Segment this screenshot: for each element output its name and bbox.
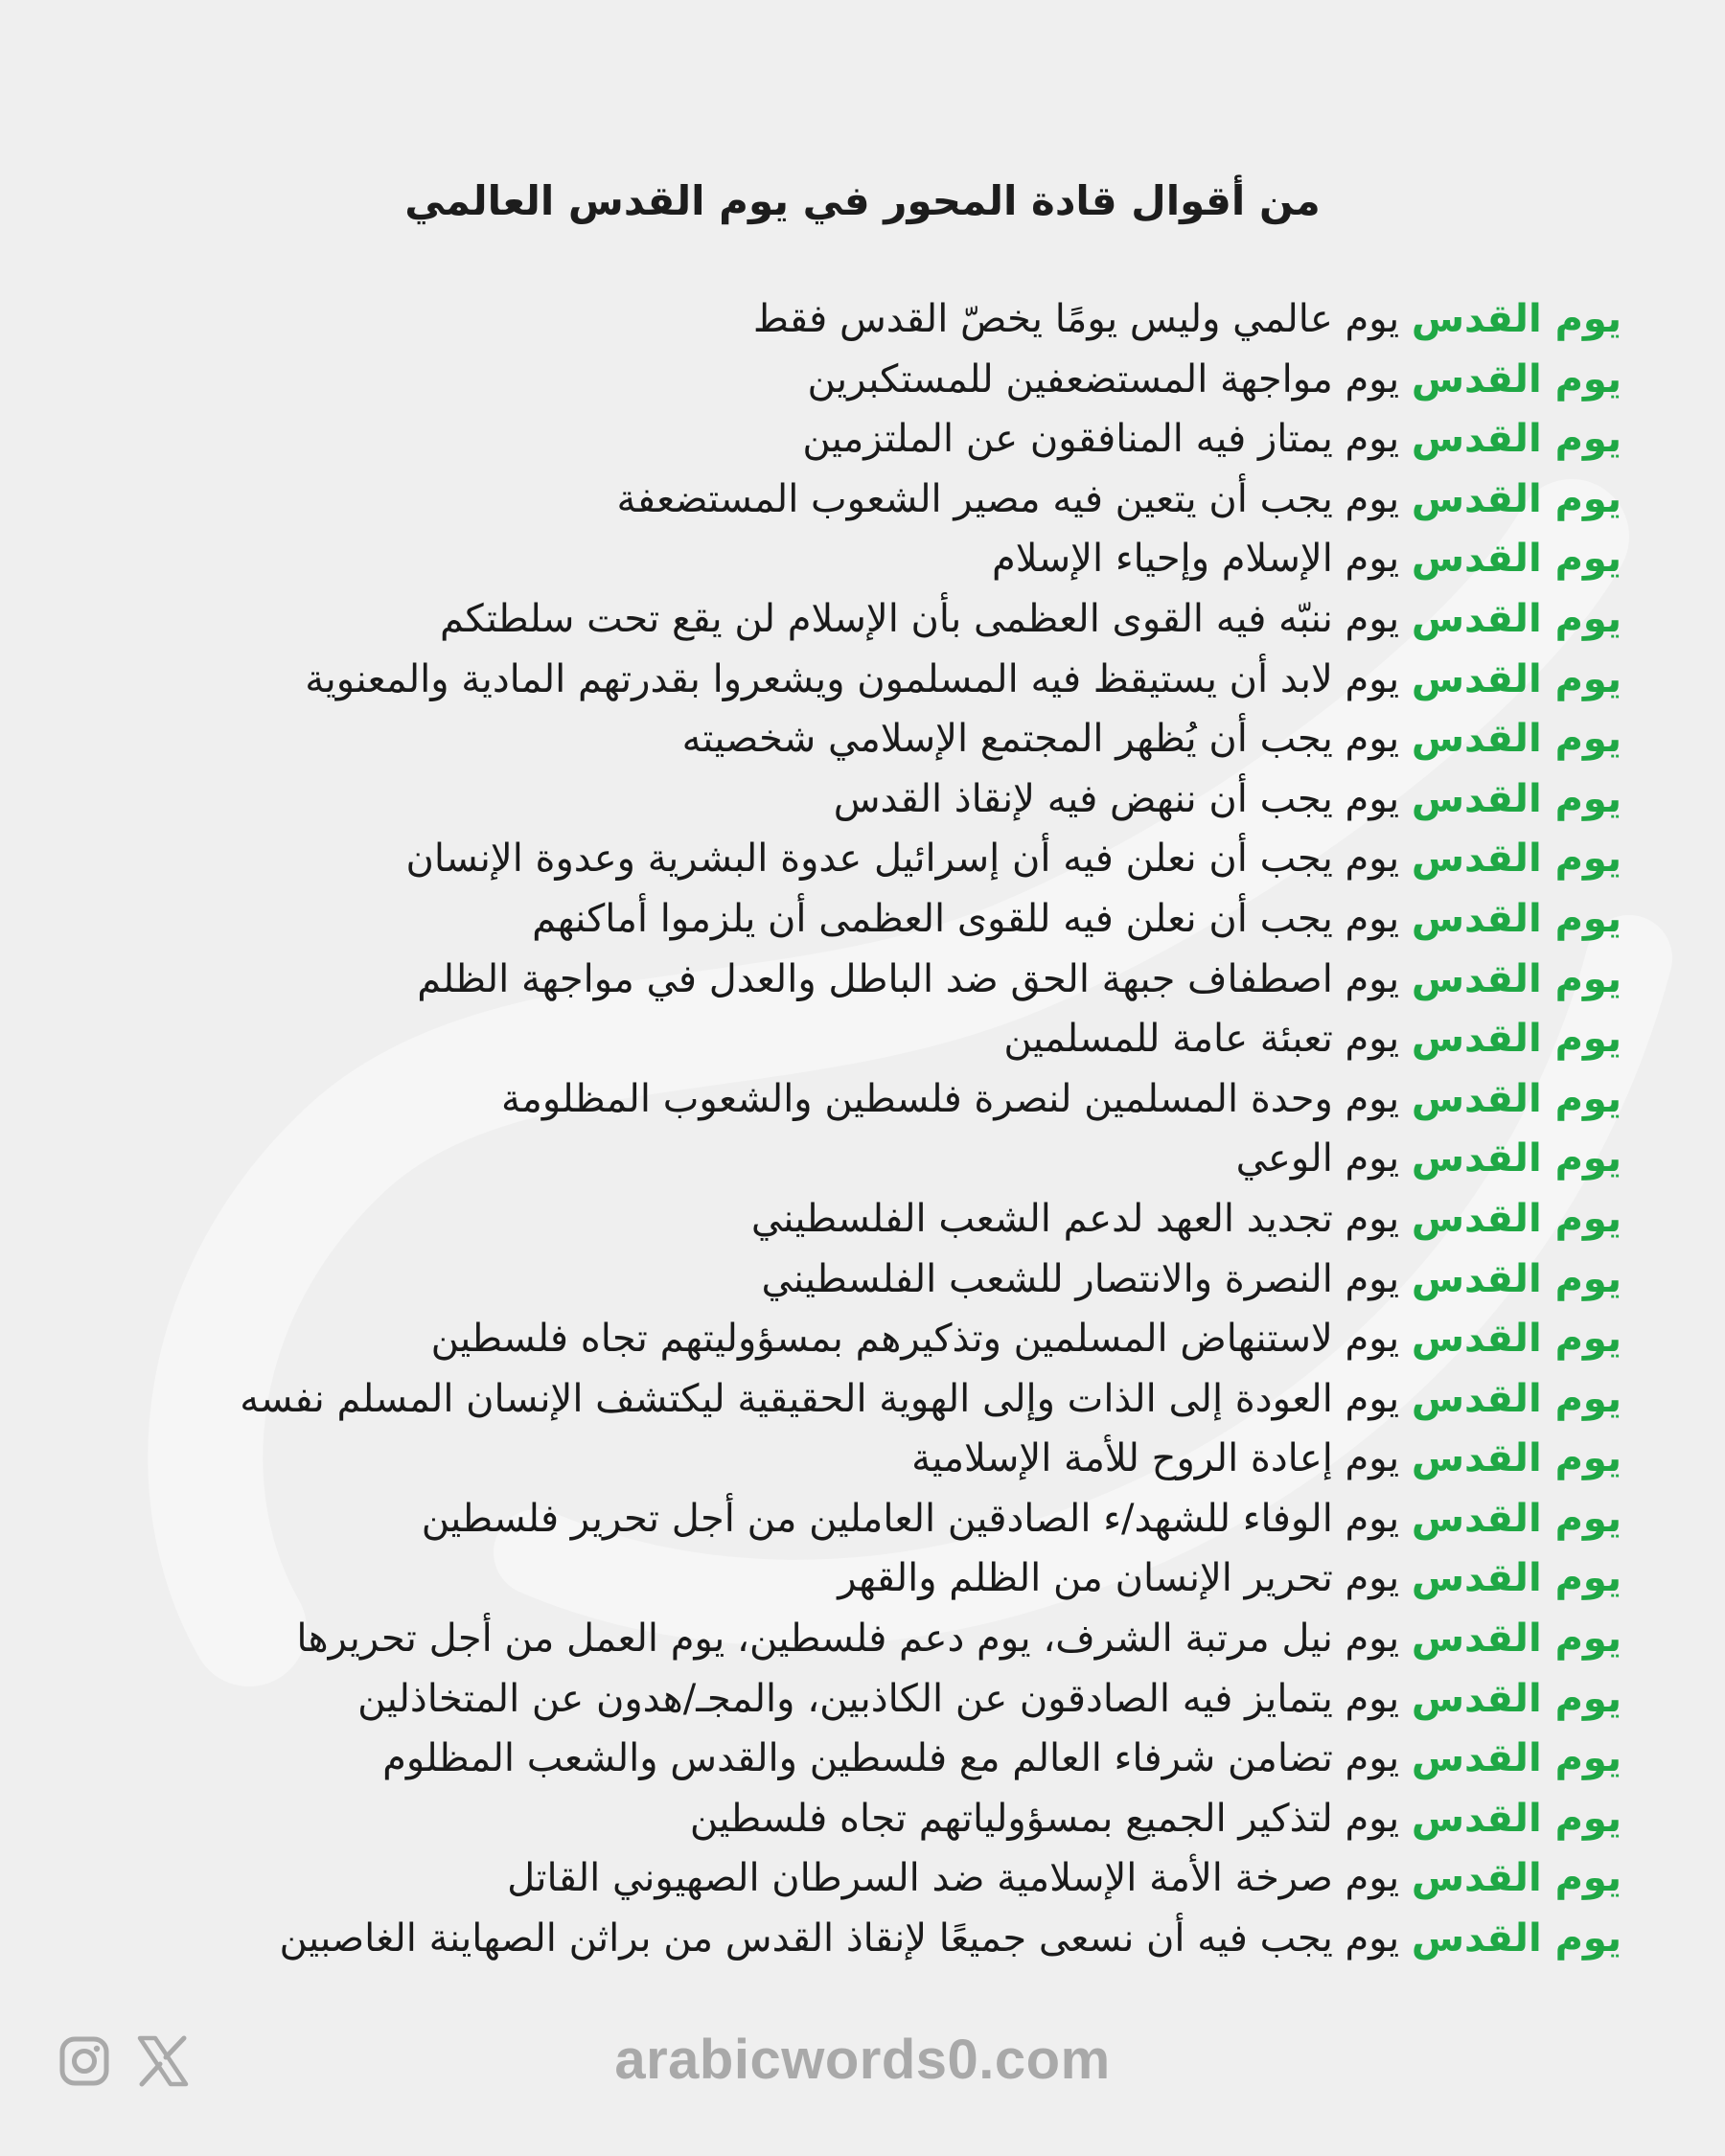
- quote-text: يوم يجب أن يتعين فيه مصير الشعوب المستضعفة: [616, 476, 1400, 521]
- quote-text: يوم اصطفاف جبهة الحق ضد الباطل والعدل في مواجهة الظلم: [417, 956, 1400, 1001]
- quote-text: يوم يمتاز فيه المنافقون عن الملتزمين: [802, 417, 1400, 462]
- quote-text: يوم الوعي: [1235, 1136, 1400, 1181]
- quote-text: يوم لاستنهاض المسلمين وتذكيرهم بمسؤوليتهم تجاه فلسطين: [430, 1317, 1400, 1362]
- quote-keyword: يوم القدس: [1411, 1556, 1622, 1601]
- quote-keyword: يوم القدس: [1411, 656, 1622, 701]
- quote-line: [50, 1789, 1622, 1849]
- quote-line: [50, 1548, 1622, 1609]
- quote-line: [50, 1129, 1622, 1189]
- quote-keyword: يوم القدس: [1411, 356, 1622, 401]
- quote-keyword: يوم القدس: [1411, 1736, 1622, 1781]
- quote-keyword: يوم القدس: [1411, 596, 1622, 641]
- quote-line: [50, 1489, 1622, 1549]
- quotes-list: [50, 289, 1622, 1969]
- quote-text: يوم يجب أن يُظهر المجتمع الإسلامي شخصيته: [681, 717, 1400, 762]
- quote-text: يوم يجب أن ننهض فيه لإنقاذ القدس: [833, 776, 1400, 821]
- quote-line: [50, 1909, 1622, 1969]
- quote-text: يوم يجب أن نعلن فيه للقوى العظمى أن يلزموا أماكنهم: [532, 896, 1400, 941]
- quote-text: يوم تحرير الإنسان من الظلم والقهر: [838, 1556, 1400, 1601]
- quote-text: يوم يجب أن نعلن فيه أن إسرائيل عدوة البشرية وعدوة الإنسان: [405, 837, 1400, 882]
- quote-line: [50, 1309, 1622, 1369]
- quote-text: يوم تعبئة عامة للمسلمين: [1003, 1017, 1400, 1062]
- quote-line: [50, 709, 1622, 769]
- quote-text: يوم العودة إلى الذات وإلى الهوية الحقيقية ليكتشف الإنسان المسلم نفسه: [240, 1376, 1400, 1421]
- quote-text: يوم تضامن شرفاء العالم مع فلسطين والقدس والشعب المظلوم: [382, 1736, 1400, 1781]
- quote-text: يوم لتذكير الجميع بمسؤولياتهم تجاه فلسطين: [689, 1796, 1400, 1841]
- quote-text: يوم مواجهة المستضعفين للمستكبرين: [807, 356, 1400, 401]
- quote-keyword: يوم القدس: [1411, 1196, 1622, 1241]
- quote-text: يوم صرخة الأمة الإسلامية ضد السرطان الصهيوني القاتل: [507, 1856, 1400, 1901]
- quote-keyword: يوم القدس: [1411, 1856, 1622, 1901]
- quote-line: [50, 1848, 1622, 1909]
- quote-text: يوم الإسلام وإحياء الإسلام: [992, 537, 1400, 582]
- quote-keyword: يوم القدس: [1411, 1256, 1622, 1301]
- quote-line: [50, 1009, 1622, 1069]
- quote-line: [50, 1609, 1622, 1669]
- quote-keyword: يوم القدس: [1411, 476, 1622, 521]
- page-title: من أقوال قادة المحور في يوم القدس العالمي: [404, 177, 1321, 224]
- quote-keyword: يوم القدس: [1411, 1017, 1622, 1062]
- quote-keyword: يوم القدس: [1411, 1136, 1622, 1181]
- quote-text: يوم النصرة والانتصار للشعب الفلسطيني: [761, 1256, 1400, 1301]
- quote-line: [50, 470, 1622, 530]
- quote-keyword: يوم القدس: [1411, 1317, 1622, 1362]
- quote-line: [50, 350, 1622, 410]
- quote-line: [50, 589, 1622, 650]
- quote-text: يوم يتمايز فيه الصادقون عن الكاذبين، والمجـ/هدون عن المتخاذلين: [357, 1676, 1400, 1721]
- website-url: arabicwords0.com: [614, 2029, 1111, 2091]
- quote-keyword: يوم القدس: [1411, 1376, 1622, 1421]
- quote-keyword: يوم القدس: [1411, 1916, 1622, 1961]
- quote-keyword: يوم القدس: [1411, 837, 1622, 882]
- quote-line: [50, 1729, 1622, 1789]
- quote-keyword: يوم القدس: [1411, 1496, 1622, 1541]
- quote-text: يوم عالمي وليس يومًا يخصّ القدس فقط: [752, 297, 1400, 341]
- quote-text: يوم تجديد العهد لدعم الشعب الفلسطيني: [750, 1196, 1400, 1241]
- quote-keyword: يوم القدس: [1411, 417, 1622, 462]
- quote-keyword: يوم القدس: [1411, 1676, 1622, 1721]
- quote-text: يوم لابد أن يستيقظ فيه المسلمون ويشعروا بقدرتهم المادية والمعنوية: [305, 656, 1400, 701]
- quote-text: يوم يجب فيه أن نسعى جميعًا لإنقاذ القدس من براثن الصهاينة الغاصبين: [279, 1916, 1400, 1961]
- quote-line: [50, 650, 1622, 710]
- quote-text: يوم وحدة المسلمين لنصرة فلسطين والشعوب المظلومة: [500, 1076, 1400, 1121]
- quote-line: [50, 529, 1622, 589]
- quote-keyword: يوم القدس: [1411, 776, 1622, 821]
- quote-keyword: يوم القدس: [1411, 1617, 1622, 1662]
- quote-keyword: يوم القدس: [1411, 956, 1622, 1001]
- quote-line: [50, 829, 1622, 889]
- quote-line: [50, 1250, 1622, 1310]
- quote-line: [50, 889, 1622, 950]
- quote-keyword: يوم القدس: [1411, 717, 1622, 762]
- quote-keyword: يوم القدس: [1411, 896, 1622, 941]
- quote-text: يوم الوفاء للشهد/ء الصادقين العاملين من أجل تحرير فلسطين: [421, 1496, 1400, 1541]
- quote-text: يوم ننبّه فيه القوى العظمى بأن الإسلام لن يقع تحت سلطتكم: [440, 596, 1400, 641]
- quote-line: [50, 1189, 1622, 1250]
- quote-line: [50, 1669, 1622, 1730]
- quote-keyword: يوم القدس: [1411, 1076, 1622, 1121]
- quote-line: [50, 950, 1622, 1010]
- quote-keyword: يوم القدس: [1411, 537, 1622, 582]
- quote-line: [50, 1429, 1622, 1489]
- quote-line: [50, 409, 1622, 470]
- quote-text: يوم إعادة الروح للأمة الإسلامية: [911, 1436, 1400, 1481]
- quote-line: [50, 1069, 1622, 1130]
- quote-line: [50, 1369, 1622, 1430]
- quote-keyword: يوم القدس: [1411, 297, 1622, 341]
- quote-line: [50, 769, 1622, 830]
- quote-text: يوم نيل مرتبة الشرف، يوم دعم فلسطين، يوم العمل من أجل تحريرها: [296, 1617, 1400, 1662]
- quote-line: [50, 289, 1622, 350]
- quote-keyword: يوم القدس: [1411, 1436, 1622, 1481]
- quote-keyword: يوم القدس: [1411, 1796, 1622, 1841]
